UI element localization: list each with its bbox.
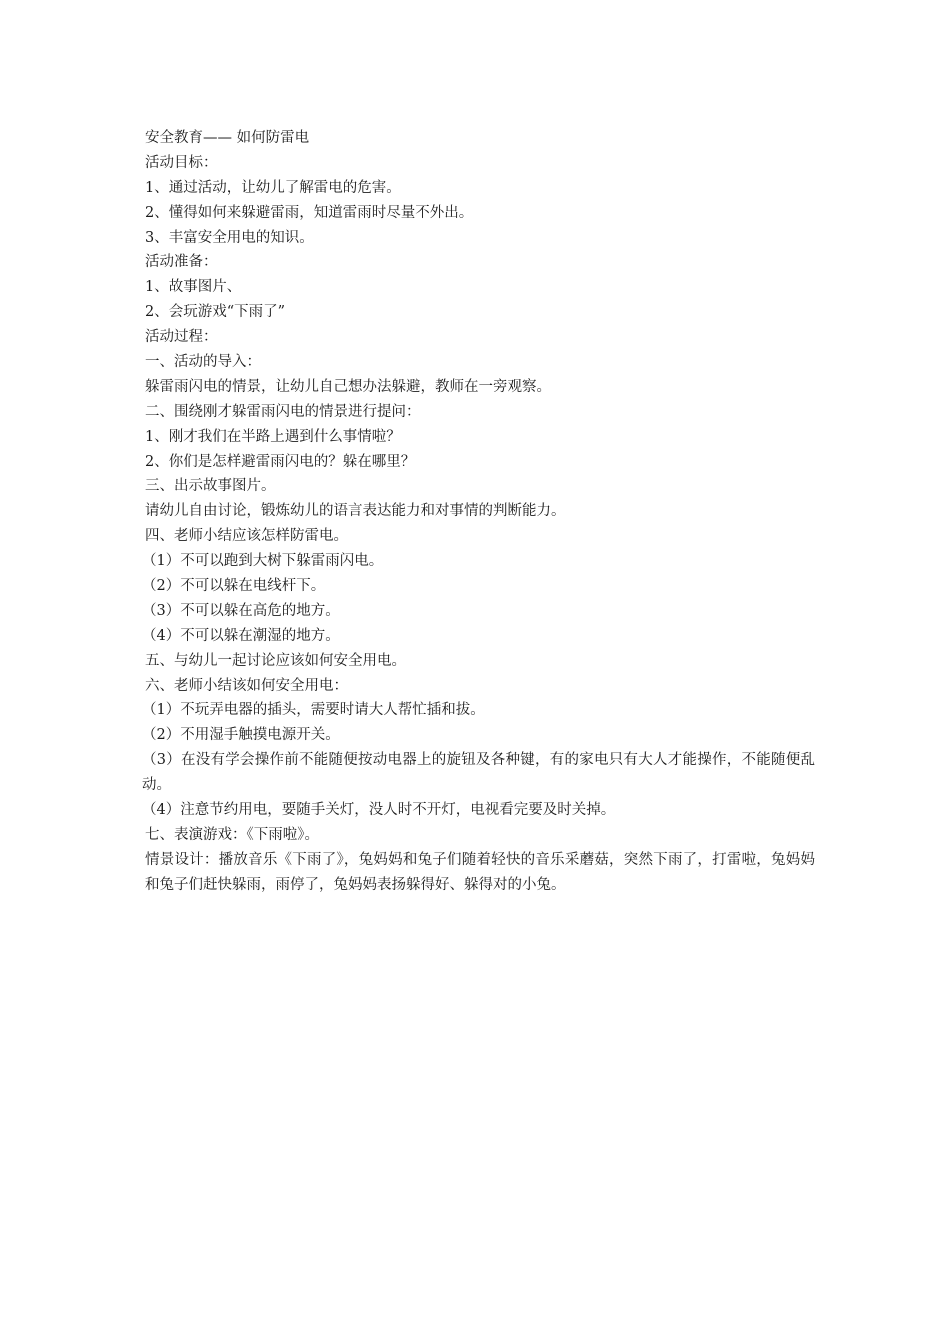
document-title: 安全教育—— 如何防雷电	[145, 130, 310, 146]
section-heading-preparation: 活动准备：	[145, 254, 218, 271]
electricity-rule-2: （2）不用湿手触摸电源开关。	[142, 727, 340, 744]
electricity-rule-4: （4）注意节约用电，要随手关灯，没人时不开灯，电视看完要及时关掉。	[142, 802, 616, 819]
process-step-7-heading: 七、表演游戏：《下雨啦》。	[145, 826, 319, 843]
question-item-2: 2、你们是怎样避雷雨闪电的？躲在哪里？	[145, 453, 416, 470]
process-step-3-heading: 三、出示故事图片。	[145, 478, 276, 495]
process-step-1-heading: 一、活动的导入：	[145, 354, 261, 371]
document-body	[142, 126, 815, 898]
lightning-rule-2: （2）不可以躲在电线杆下。	[142, 578, 326, 595]
process-step-3-text: 请幼儿自由讨论，锻炼幼儿的语言表达能力和对事情的判断能力。	[145, 503, 566, 520]
goal-item-3: 3、丰富安全用电的知识。	[145, 229, 314, 246]
lightning-rule-1: （1）不可以跑到大树下躲雷雨闪电。	[142, 553, 384, 570]
process-step-4-heading: 四、老师小结应该怎样防雷电。	[145, 528, 348, 545]
process-step-1-text: 躲雷雨闪电的情景，让幼儿自己想办法躲避，教师在一旁观察。	[145, 378, 551, 395]
section-heading-goals: 活动目标：	[145, 154, 218, 171]
goal-item-1: 1、通过活动，让幼儿了解雷电的危害。	[145, 179, 401, 196]
process-step-6-heading: 六、老师小结该如何安全用电：	[145, 677, 348, 694]
preparation-item-2: 2、会玩游戏“下雨了”	[145, 304, 286, 321]
goal-item-2: 2、懂得如何来躲避雷雨，知道雷雨时尽量不外出。	[145, 204, 474, 221]
question-item-1: 1、刚才我们在半路上遇到什么事情啦？	[145, 428, 401, 445]
electricity-rule-3: （3）在没有学会操作前不能随便按动电器上的旋钮及各种键，有的家电只有大人才能操作，不能随便乱动。	[142, 752, 815, 794]
process-step-5-heading: 五、与幼儿一起讨论应该如何安全用电。	[145, 652, 406, 669]
section-heading-process: 活动过程：	[145, 329, 218, 346]
electricity-rule-1: （1）不玩弄电器的插头，需要时请大人帮忙插和拔。	[142, 702, 485, 719]
process-step-2-heading: 二、围绕刚才躲雷雨闪电的情景进行提问：	[145, 403, 421, 420]
scenario-description: 情景设计：播放音乐《下雨了》，兔妈妈和兔子们随着轻快的音乐采蘑菇，突然下雨了，打雷啦，兔妈妈和兔子们赶快躲雨，雨停了，兔妈妈表扬躲得好、躲得对的小兔。	[145, 851, 815, 893]
lightning-rule-3: （3）不可以躲在高危的地方。	[142, 602, 340, 619]
lightning-rule-4: （4）不可以躲在潮湿的地方。	[142, 627, 340, 644]
preparation-item-1: 1、故事图片、	[145, 279, 242, 296]
